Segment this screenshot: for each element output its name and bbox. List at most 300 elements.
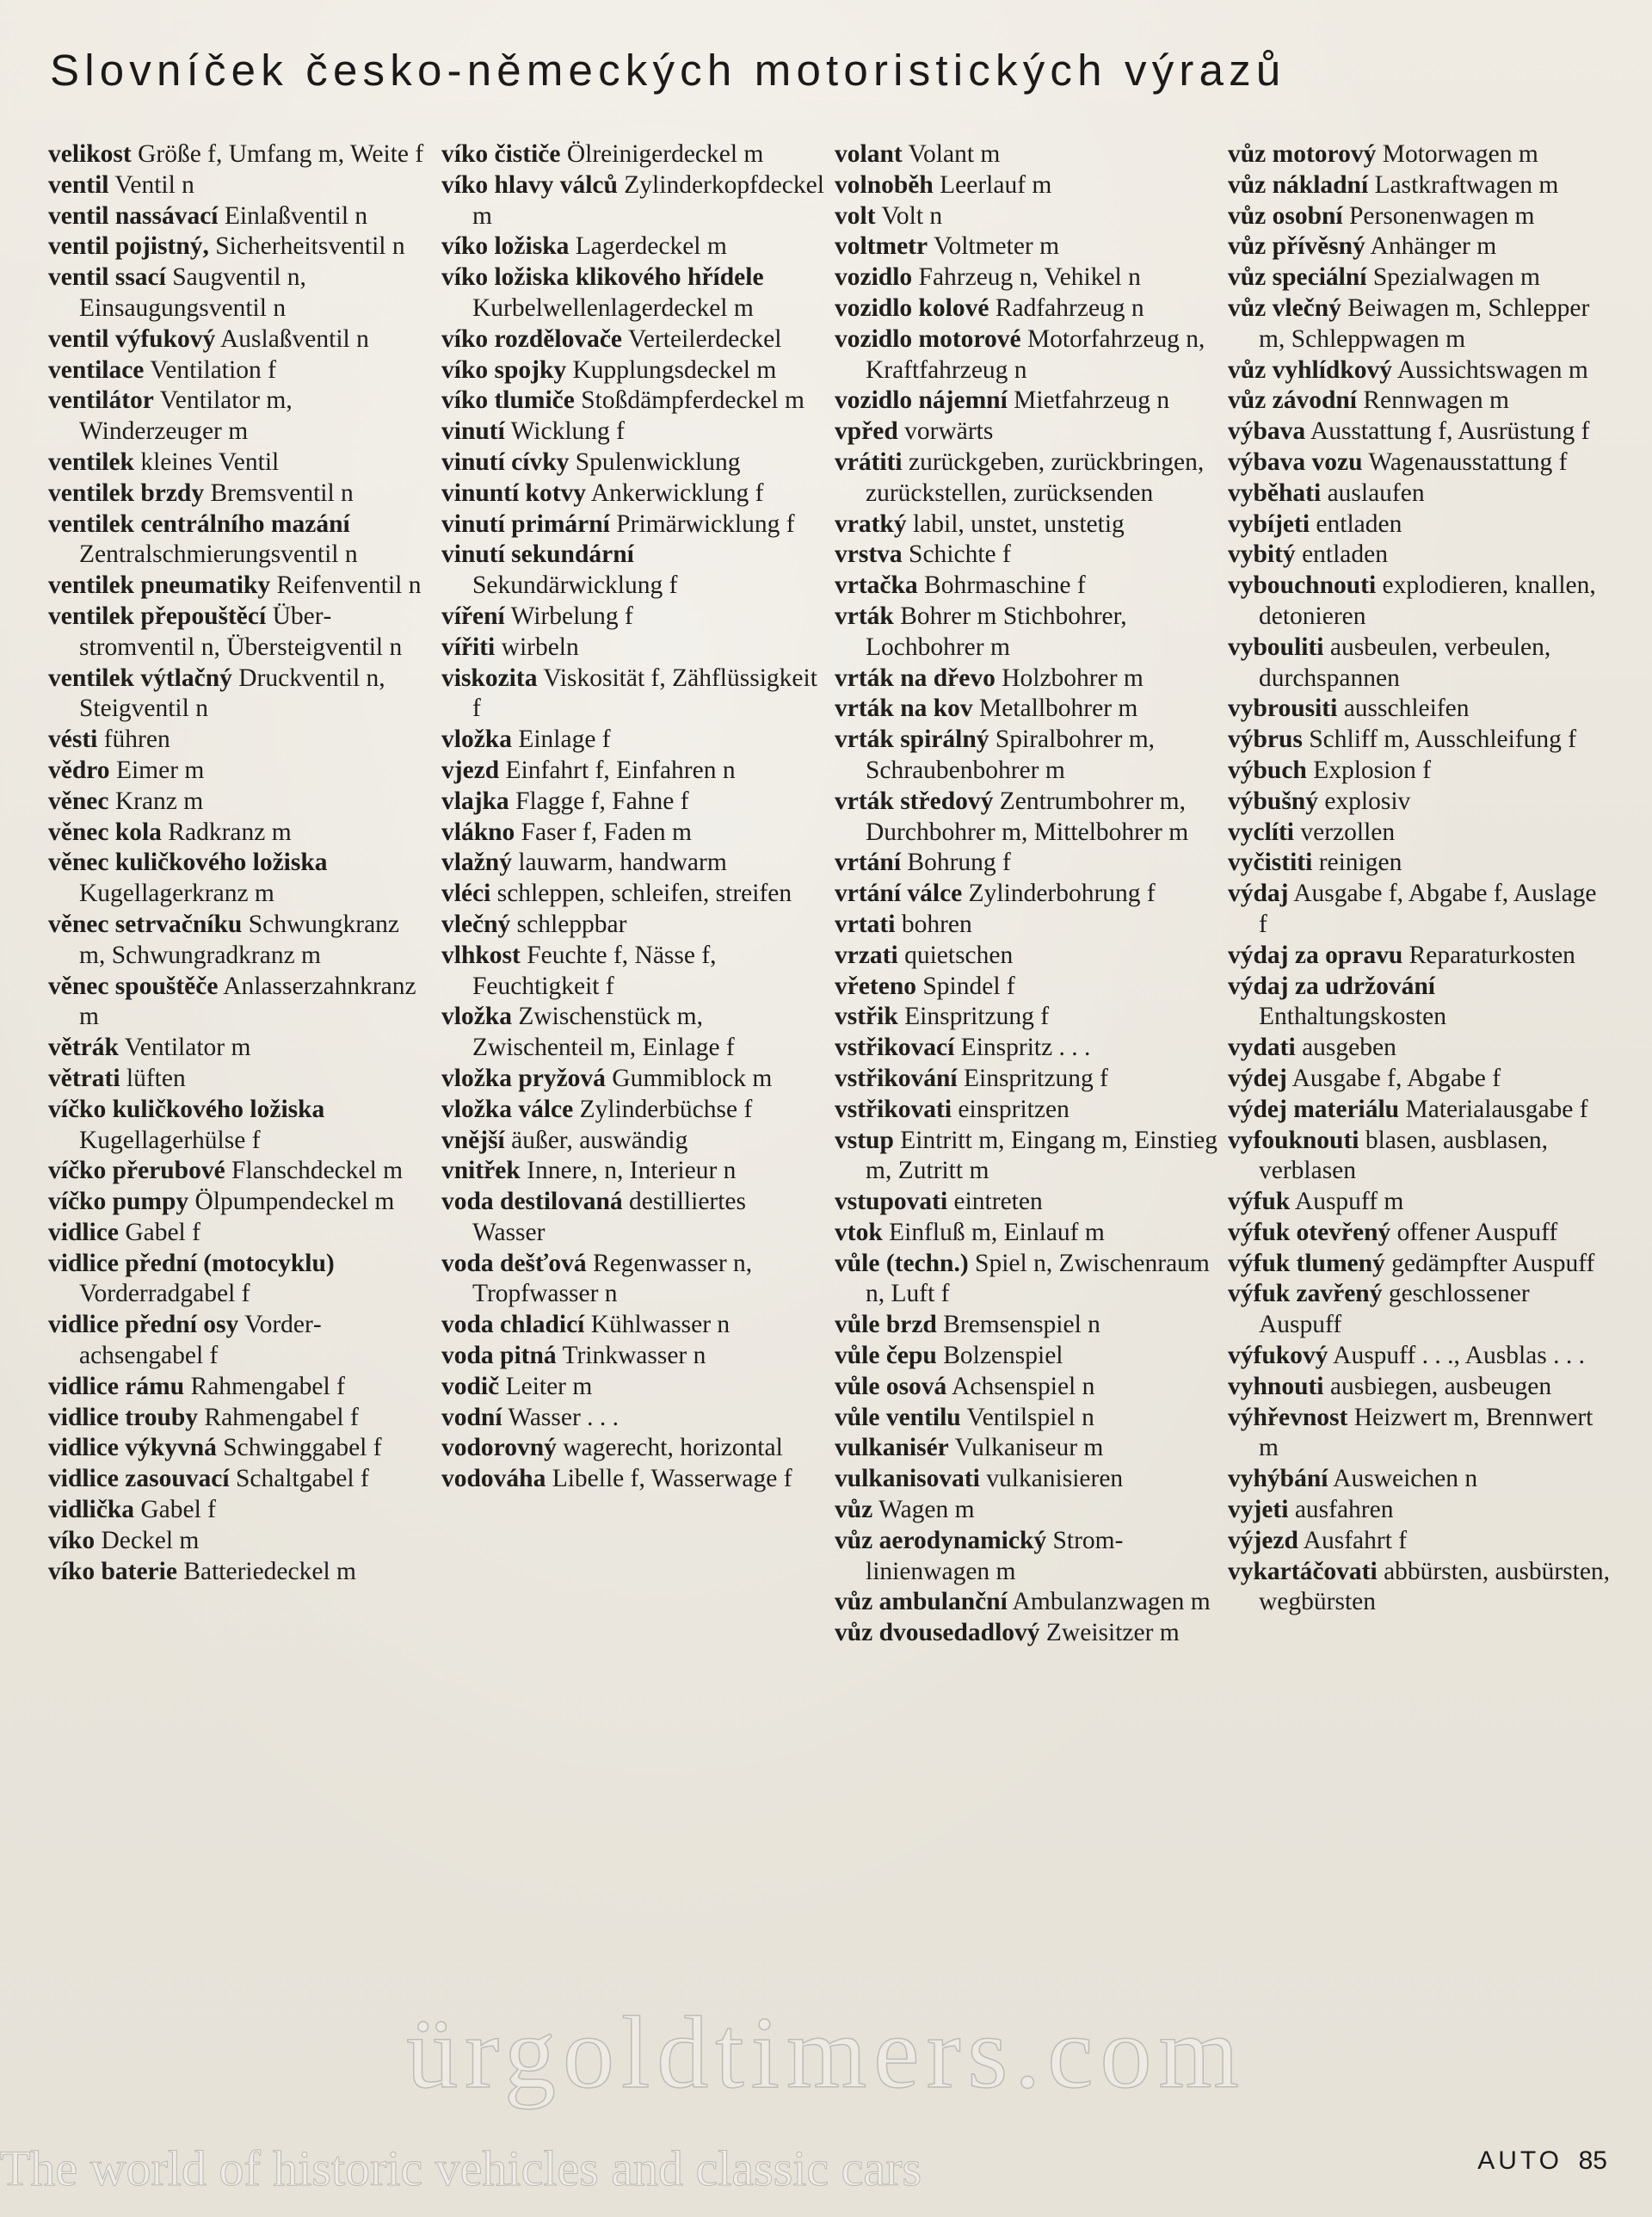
entry-headword: vstřik [835,1003,898,1031]
entry-translation: Radkranz m [161,818,292,846]
glossary-entry [1228,879,1611,941]
entry-headword: vnitřek [441,1157,521,1185]
entry-headword: víko spojky [441,355,567,384]
glossary-entry [835,1433,1217,1464]
entry-headword: vůle čepu [835,1342,937,1370]
glossary-column-1 [48,139,431,1587]
glossary-entry [1228,448,1611,479]
entry-translation: explosiv [1317,787,1411,815]
entry-headword: vidlice výkyvná [48,1434,217,1462]
entry-translation: Stromlinienwagen m [866,1526,1124,1585]
entry-translation: blasen, ausblasen, verblasen [1259,1126,1549,1185]
entry-translation: Wirbelung f [504,602,633,630]
glossary-entry [48,1156,431,1187]
entry-headword: vůle ventilu [835,1403,961,1431]
entry-translation: schleppbar [510,910,627,938]
entry-translation: Schliff m, Ausschleifung f [1302,726,1577,754]
glossary-entry [1228,571,1611,633]
glossary-entry [835,1218,1217,1249]
entry-headword: víčko přerubové [48,1157,225,1185]
entry-translation: Bremsenspiel n [936,1311,1100,1339]
entry-headword: vrstva [835,540,903,569]
entry-translation: Zylinderbüchse f [573,1095,753,1123]
glossary-entry [835,879,1217,910]
entry-headword: voltmetr [835,232,928,261]
entry-headword: ventil nassávací [48,201,219,230]
entry-translation: Einspritzung f [957,1064,1108,1092]
glossary-entry [1228,1064,1611,1095]
entry-translation: Ausstattung f, Ausrüstung f [1305,417,1590,446]
entry-headword: vidlice [48,1218,119,1246]
entry-translation: Ventilation f [144,355,276,384]
entry-headword: víko baterie [48,1557,177,1585]
entry-translation: Mietfahrzeug n [1007,386,1170,415]
glossary-entry [835,293,1217,324]
entry-translation: Anlasserzahnkranz m [79,972,416,1031]
entry-translation: Schwinggabel f [216,1434,382,1462]
entry-headword: volant [835,140,903,168]
entry-translation: auslaufen [1321,479,1425,507]
glossary-entry [1228,787,1611,818]
entry-headword: vulkanisovati [835,1465,980,1493]
entry-headword: vnější [441,1126,505,1154]
entry-translation: Einspritzung f [897,1003,1050,1031]
entry-translation: Sekundärwicklung f [472,571,678,600]
entry-translation: schleppen, schleifen, streifen [490,880,792,908]
glossary-column-3 [835,139,1217,1649]
glossary-entry [441,324,824,355]
entry-translation: geschlossener Auspuff [1259,1280,1530,1339]
entry-headword: ventilek výtlačný [48,664,232,692]
glossary-entry [48,1095,431,1157]
entry-headword: vléci [441,880,491,908]
entry-headword: vůle osová [835,1372,947,1400]
glossary-entry [1228,941,1611,972]
glossary-entry [441,448,824,479]
entry-translation: äußer, auswändig [504,1126,688,1154]
glossary-entry [48,787,431,818]
entry-headword: vodováha [441,1465,546,1493]
entry-headword: výbava vozu [1228,448,1363,476]
glossary-entry [835,1095,1217,1126]
entry-headword: ventilek brzdy [48,479,205,507]
entry-headword: vůz nákladní [1228,170,1369,199]
entry-translation: Ausgabe f, Abgabe f [1286,1064,1501,1092]
entry-headword: víko hlavy válců [441,170,618,199]
entry-translation: Feuchte f, Nässe f, Feuchtigkeit f [472,941,717,1000]
glossary-entry [441,1187,824,1249]
entry-headword: vybrousiti [1228,695,1338,723]
glossary-entry [835,1064,1217,1095]
glossary-entry [441,1002,824,1064]
entry-translation: Ventilator m [118,1034,251,1062]
entry-translation: Gabel f [118,1218,200,1246]
entry-translation: Motorfahrzeug n, Kraftfahrzeug n [866,324,1205,384]
entry-translation: Gabel f [134,1496,217,1524]
entry-translation: Ambulanzwagen m [1007,1588,1211,1616]
entry-translation: Wagen m [872,1496,975,1524]
glossary-entry [441,941,824,1003]
entry-translation: Vorderachsengabel f [79,1311,322,1370]
glossary-entry [48,1526,431,1557]
entry-translation: Wicklung f [504,417,625,446]
glossary-entry [48,1310,431,1372]
entry-headword: vybitý [1228,540,1296,569]
entry-translation: Ölpumpendeckel m [188,1188,395,1216]
glossary-entry [835,972,1217,1003]
entry-headword: ventil ssací [48,263,166,292]
entry-headword: ventil [48,170,109,199]
watermark-tagline: The world of historic vehicles and classic cars [0,2140,922,2196]
entry-headword: vstřikování [835,1064,958,1092]
entry-headword: vstup [835,1126,894,1154]
glossary-entry [441,818,824,849]
glossary-entry [48,1033,431,1064]
entry-headword: vstupovati [835,1188,948,1216]
entry-headword: věnec setrvačníku [48,910,243,938]
entry-translation: Personenwagen m [1342,201,1535,230]
entry-headword: výbava [1228,417,1306,446]
entry-translation: Einfahrt f, Einfahren n [499,756,736,784]
entry-translation: Überstromventil n, Übersteigventil n [79,602,403,661]
entry-headword: vratký [835,509,907,538]
glossary-entry [441,540,824,602]
entry-headword: vykartáčovati [1228,1557,1378,1585]
entry-translation: Holzbohrer m [995,664,1143,692]
entry-translation: Schichte f [902,540,1011,569]
entry-headword: vinuntí kotvy [441,479,587,507]
glossary-entry [1228,262,1611,293]
entry-translation: Ventilator m, Winderzeuger m [79,386,293,446]
entry-translation: Wasser . . . [502,1403,620,1431]
entry-headword: výbrus [1228,726,1303,754]
entry-translation: Radfahrzeug n [989,293,1144,322]
entry-translation: Deckel m [95,1526,200,1554]
entry-translation: Vorderradgabel f [79,1280,250,1308]
entry-headword: vidlička [48,1496,134,1524]
glossary-entry [441,139,824,170]
glossary-entry [1228,1341,1611,1372]
entry-translation: destilliertes Wasser [472,1188,747,1246]
entry-translation: Ausweichen n [1328,1465,1478,1493]
entry-translation: ausfahren [1288,1496,1394,1524]
entry-headword: vůz motorový [1228,140,1377,168]
glossary-entry [835,602,1217,664]
glossary-entry [835,540,1217,571]
glossary-columns [48,139,1611,2119]
entry-translation: Bohrmaschine f [917,571,1086,600]
entry-translation: Volt n [875,201,943,230]
entry-headword: vrtání [835,849,902,877]
entry-translation: Rahmengabel f [184,1372,345,1400]
entry-translation: Kranz m [108,787,204,815]
entry-headword: vrtání válce [835,880,963,908]
glossary-entry [835,1341,1217,1372]
entry-headword: vozidlo kolové [835,293,989,322]
entry-translation: vulkanisieren [979,1465,1124,1493]
glossary-entry [441,1095,824,1126]
entry-headword: vůz přívěsný [1228,232,1365,261]
glossary-entry [48,386,431,448]
entry-translation: Reparaturkosten [1402,941,1575,969]
glossary-entry [835,232,1217,262]
entry-headword: vjezd [441,756,500,784]
entry-translation: quietschen [897,941,1014,969]
entry-headword: výbušný [1228,787,1318,815]
glossary-entry [441,1433,824,1464]
entry-translation: Schwungkranz m, Schwungradkranz m [79,910,400,969]
entry-translation: Eimer m [109,756,205,784]
entry-headword: víko čističe [441,140,561,168]
entry-headword: výdaj za opravu [1228,941,1403,969]
glossary-entry [835,1310,1217,1341]
glossary-entry [1228,633,1611,695]
watermark-site: ürgoldtimers.com [406,1995,1246,2109]
entry-headword: vrták [835,602,894,630]
entry-translation: Libelle f, Wasserwage f [546,1465,792,1493]
glossary-entry [1228,1187,1611,1218]
entry-translation: Wagenausstattung f [1362,448,1568,476]
glossary-entry [1228,386,1611,417]
entry-translation: Faser f, Faden m [515,818,692,846]
entry-translation: Explosion f [1306,756,1432,784]
glossary-entry [48,818,431,849]
entry-headword: vybíjeti [1228,509,1310,538]
entry-translation: Rennwagen m [1356,386,1509,415]
entry-translation: ausbiegen, ausbeugen [1323,1372,1552,1400]
entry-translation: Spiralbohrer m, Schraubenbohrer m [866,726,1156,784]
glossary-entry [48,1495,431,1526]
entry-translation: führen [97,726,170,754]
glossary-entry [1228,170,1611,201]
entry-headword: výdej [1228,1064,1287,1092]
entry-headword: vložka [441,726,512,754]
glossary-entry [835,848,1217,879]
entry-headword: vrzati [835,941,898,969]
entry-translation: Voltmeter m [928,232,1060,261]
entry-translation: Größe f, Umfang m, Weite f [131,140,424,168]
entry-headword: vozidlo [835,263,913,292]
entry-headword: vlákno [441,818,515,846]
glossary-entry [48,324,431,355]
glossary-entry [835,1403,1217,1434]
entry-headword: ventilátor [48,386,154,415]
glossary-entry [48,1064,431,1095]
entry-headword: věnec kuličkového ložiska [48,849,328,877]
glossary-entry [835,1033,1217,1064]
entry-translation: kleines Ventil [133,448,280,476]
entry-headword: výfukový [1228,1342,1328,1370]
entry-headword: vůz [835,1496,873,1524]
glossary-entry [441,725,824,756]
glossary-entry [835,1495,1217,1526]
entry-translation: Auspuff m [1290,1188,1404,1216]
glossary-entry [48,448,431,479]
entry-headword: voda pitná [441,1342,557,1370]
entry-translation: Ankerwicklung f [586,479,764,507]
entry-translation: verzollen [1294,818,1396,846]
entry-headword: výfuk otevřený [1228,1218,1391,1246]
glossary-entry [48,201,431,232]
glossary-entry [441,756,824,787]
glossary-entry [48,725,431,756]
entry-headword: vřeteno [835,972,917,1000]
entry-headword: víko rozdělovače [441,324,623,353]
glossary-entry [835,1372,1217,1403]
glossary-entry [1228,1464,1611,1495]
entry-translation: Materialausgabe f [1399,1095,1588,1123]
entry-translation: Spindel f [916,972,1015,1000]
entry-headword: výhřevnost [1228,1403,1348,1431]
entry-headword: vrták spirálný [835,726,989,754]
entry-translation: reinigen [1312,849,1402,877]
glossary-entry [1228,972,1611,1034]
glossary-entry [48,1187,431,1218]
entry-headword: vyjeti [1228,1496,1289,1524]
entry-translation: Zweisitzer m [1039,1619,1180,1647]
glossary-entry [835,262,1217,293]
entry-headword: vozidlo nájemní [835,386,1008,415]
glossary-entry [441,386,824,417]
entry-translation: Bolzenspiel [936,1342,1063,1370]
glossary-entry [441,1464,824,1495]
entry-translation: entladen [1310,509,1402,538]
entry-headword: vinutí sekundární [441,540,634,569]
glossary-entry [48,571,431,602]
entry-translation: entladen [1295,540,1388,569]
glossary-entry [48,139,431,170]
glossary-entry [441,1403,824,1434]
glossary-entry [1228,509,1611,540]
entry-headword: víko ložiska [441,232,570,261]
entry-translation: Einlage f [511,726,611,754]
glossary-entry [441,479,824,509]
entry-headword: vstřikovací [835,1034,955,1062]
entry-headword: vyčistiti [1228,849,1313,877]
entry-translation: Heizwert m, Brennwert m [1259,1403,1593,1462]
glossary-entry [1228,694,1611,725]
entry-translation: wirbeln [495,633,579,661]
entry-headword: věnec kola [48,818,162,846]
entry-translation: Leerlauf m [933,170,1052,199]
entry-translation: explodieren, knallen, detonieren [1259,571,1596,630]
entry-translation: wagerecht, horizontal [556,1434,783,1462]
entry-translation: Metallbohrer m [972,695,1138,723]
glossary-entry [48,1218,431,1249]
entry-headword: vůz závodní [1228,386,1357,415]
entry-headword: vrták středový [835,787,994,815]
entry-headword: vpřed [835,417,898,446]
entry-headword: věnec [48,787,109,815]
entry-translation: Bohrer m Stichbohrer, Lochbohrer m [866,602,1127,661]
entry-translation: Eintritt m, Eingang m, Einstieg m, Zutritt m [866,1126,1217,1185]
entry-translation: Enthaltungskosten [1259,1003,1446,1031]
glossary-entry [441,879,824,910]
entry-translation: lauwarm, handwarm [511,849,727,877]
entry-headword: vulkanisér [835,1434,949,1462]
entry-headword: vyběhati [1228,479,1322,507]
glossary-entry [48,170,431,201]
entry-headword: víčko pumpy [48,1188,189,1216]
entry-translation: einspritzen [952,1095,1069,1123]
entry-translation: abbürsten, ausbürsten, wegbürsten [1259,1557,1611,1616]
entry-headword: výdej materiálu [1228,1095,1400,1123]
entry-headword: vrták na kov [835,695,973,723]
glossary-entry [441,1372,824,1403]
entry-translation: lüften [120,1064,186,1092]
entry-translation: Ausfahrt f [1298,1526,1408,1554]
entry-translation: Volant m [902,140,1001,168]
glossary-entry [1228,1033,1611,1064]
glossary-entry [1228,1279,1611,1341]
entry-translation: Fahrzeug n, Vehikel n [912,263,1141,292]
glossary-entry [48,910,431,972]
entry-translation: Kühlwasser n [584,1311,730,1339]
glossary-entry [1228,1095,1611,1126]
entry-translation: Zylinderkopfdeckel m [472,170,824,230]
entry-translation: Motorwagen m [1376,140,1538,168]
entry-translation: Regenwasser n, Tropfwasser n [472,1249,753,1308]
entry-translation: Zwischenstück m, Zwischenteil m, Einlage f [472,1003,735,1062]
entry-translation: Reifenventil n [270,571,422,600]
glossary-entry [1228,1403,1611,1465]
glossary-entry [835,1526,1217,1588]
glossary-entry [48,664,431,726]
entry-headword: ventil pojistný, [48,232,209,261]
entry-headword: vidlice zasouvací [48,1465,230,1493]
entry-headword: výdaj [1228,880,1289,908]
entry-translation: Viskosität f, Zähflüssigkeit f [472,664,817,723]
entry-headword: volt [835,201,876,230]
entry-headword: ventilek [48,448,134,476]
entry-headword: věnec spouštěče [48,972,219,1000]
glossary-entry [835,386,1217,417]
entry-headword: vůz vlečný [1228,293,1341,322]
glossary-entry [835,324,1217,386]
entry-headword: vůz ambulanční [835,1588,1008,1616]
glossary-entry [48,1433,431,1464]
glossary-entry [441,232,824,262]
glossary-entry [835,664,1217,695]
entry-headword: vůle (techn.) [835,1249,969,1277]
entry-headword: víko ložiska klikového hřídele [441,263,764,292]
entry-headword: výfuk tlumený [1228,1249,1385,1277]
glossary-entry [835,1002,1217,1033]
glossary-entry [835,725,1217,787]
entry-headword: vlečný [441,910,511,938]
entry-headword: větrák [48,1034,119,1062]
entry-headword: větrati [48,1064,120,1092]
entry-headword: vložka válce [441,1095,574,1123]
entry-headword: víčko kuličkového ložiska [48,1095,325,1123]
glossary-entry [835,941,1217,972]
entry-translation: Kugellagerhülse f [79,1126,261,1154]
entry-headword: vůz vyhlídkový [1228,355,1392,384]
entry-headword: vyhnouti [1228,1372,1324,1400]
entry-headword: vodorovný [441,1434,557,1462]
entry-translation: Rahmengabel f [198,1403,359,1431]
glossary-entry [48,232,431,262]
entry-translation: gedämpfter Auspuff [1384,1249,1595,1277]
entry-headword: vířiti [441,633,496,661]
glossary-entry [835,1587,1217,1618]
entry-translation: Einspritz . . . [954,1034,1091,1062]
entry-headword: víko [48,1526,96,1554]
entry-translation: Schaltgabel f [229,1465,369,1493]
glossary-entry [48,262,431,324]
entry-headword: vrták na dřevo [835,664,996,692]
glossary-entry [835,1464,1217,1495]
